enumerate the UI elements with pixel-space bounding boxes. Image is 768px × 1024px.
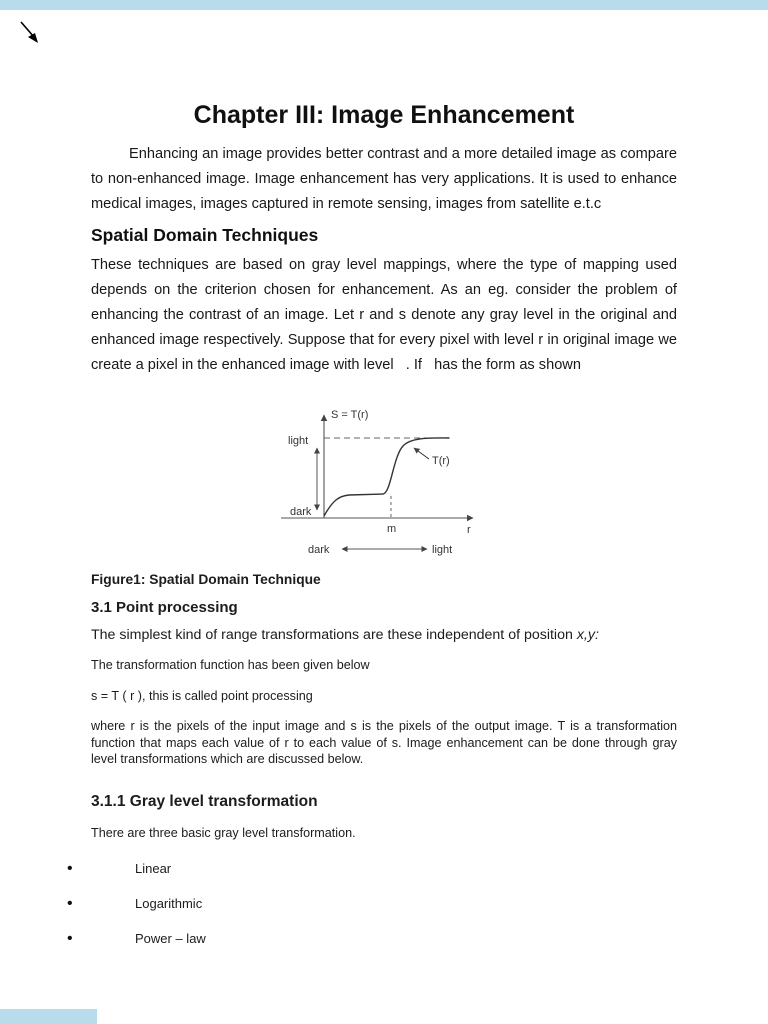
point-equation: s = T ( r ), this is called point processing bbox=[91, 688, 313, 703]
gray-level-list bbox=[91, 861, 677, 946]
spatial-paragraph: These techniques are based on gray level mappings, where the type of mapping used depends on the criterion chosen for enhancement. As an eg. consider the problem of enhancing the contrast of an image. Let r and s denote any gray level in the original and enhanced image respectively. Suppose that for every pixel with level r in original image we create a pixel in the enhanced image with level . If has the form as shown bbox=[91, 257, 677, 373]
intro-paragraph: Enhancing an image provides better contrast and a more detailed image as compare to non-enhanced image. Image enhancement has very applications. It is used to enhance medical images, images captured in remote sensing, images from satellite e.t.c bbox=[91, 146, 677, 212]
light-label: light bbox=[288, 435, 309, 448]
transformation-graph bbox=[281, 403, 513, 563]
list-item-label: Logarithmic bbox=[135, 895, 203, 911]
x-dark-label: dark bbox=[308, 544, 330, 557]
bottom-margin-strip bbox=[0, 1009, 97, 1024]
x-light-label: light bbox=[432, 544, 453, 557]
figure-caption: Figure1: Spatial Domain Technique bbox=[91, 572, 321, 588]
list-item-label: Linear bbox=[135, 860, 172, 876]
list-item-power-law bbox=[67, 931, 677, 946]
list-item-linear bbox=[67, 861, 677, 876]
point-body-paragraph: where r is the pixels of the input image and s is the pixels of the output image. T is a transformation function that maps each value of r to each value of s. Image enhancement can be done through gray level transformations which are discussed below. bbox=[91, 719, 677, 767]
gray-level-intro: There are three basic gray level transformation. bbox=[91, 825, 356, 840]
document-content bbox=[91, 0, 677, 966]
curve-pointer-arrow bbox=[414, 448, 429, 459]
heading-point-processing: 3.1 Point processing bbox=[91, 599, 238, 617]
r-axis-label: r bbox=[467, 524, 471, 537]
list-item-label: Power – law bbox=[135, 930, 206, 946]
point-line-italic: x,y: bbox=[576, 627, 599, 644]
figure-container bbox=[281, 403, 677, 568]
point-processing-line bbox=[91, 627, 677, 643]
y-axis-label: S = T(r) bbox=[331, 409, 369, 422]
m-tick-label: m bbox=[387, 523, 397, 536]
heading-gray-level: 3.1.1 Gray level transformation bbox=[91, 792, 318, 810]
cursor-arrow-icon bbox=[18, 20, 46, 50]
dark-label: dark bbox=[290, 506, 312, 519]
page-title: Chapter III: Image Enhancement bbox=[193, 101, 575, 129]
list-item-logarithmic bbox=[67, 896, 677, 911]
transformation-curve bbox=[324, 438, 449, 516]
transformation-note: The transformation function has been given below bbox=[91, 658, 370, 673]
curve-label: T(r) bbox=[432, 455, 450, 468]
point-line-text: The simplest kind of range transformations are these independent of position bbox=[91, 627, 577, 644]
heading-spatial-domain: Spatial Domain Techniques bbox=[91, 225, 319, 246]
